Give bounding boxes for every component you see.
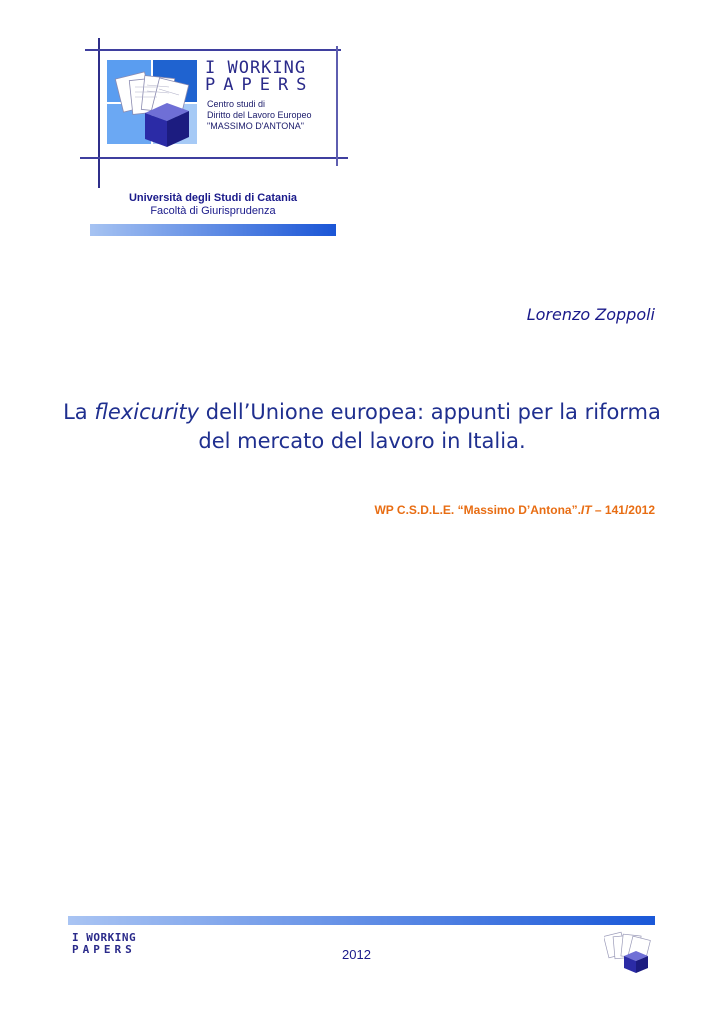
wp-italic: IT [580, 503, 592, 517]
logo-title [205, 60, 314, 94]
center-line-1: Centro studi di [207, 99, 266, 109]
logo-top-rule [85, 49, 341, 51]
logo-title-line2: PAPERS [205, 75, 315, 95]
footer-logo-line1: I WORKING [72, 931, 137, 944]
logo-center-text [207, 99, 312, 132]
footer-logo-line2: PAPERS [72, 943, 136, 956]
wp-suffix: – 141/2012 [591, 503, 655, 517]
title-italic: flexicurity [94, 400, 200, 424]
university-block [90, 192, 336, 218]
author-name: Lorenzo Zoppoli [526, 305, 655, 324]
title-part-2: dell’Unione europea: appunti per la riforma del mercato del lavoro in Italia. [198, 400, 661, 453]
footer-logo [72, 932, 136, 956]
wp-prefix: WP C.S.D.L.E. “Massimo D’Antona”. [374, 503, 581, 517]
center-line-2: Diritto del Lavoro Europeo [207, 110, 312, 120]
footer-papers-cube-icon [604, 928, 656, 974]
title-part-1: La [63, 400, 95, 424]
papers-cube-icon [115, 65, 205, 155]
faculty-name: Facoltà di Giurisprudenza [150, 205, 276, 217]
footer-gradient-bar [68, 916, 655, 925]
paper-title [60, 398, 664, 456]
logo-vertical-rule [98, 38, 100, 188]
university-name: Università degli Studi di Catania [128, 192, 298, 204]
logo-right-rule [336, 46, 338, 166]
center-line-3: "MASSIMO D'ANTONA" [207, 121, 304, 131]
header-gradient-bar [90, 224, 336, 236]
logo-bottom-rule [80, 157, 348, 159]
publication-year: 2012 [342, 947, 371, 962]
working-paper-reference [374, 503, 655, 517]
logo-title-line1: I WORKING [205, 58, 307, 78]
